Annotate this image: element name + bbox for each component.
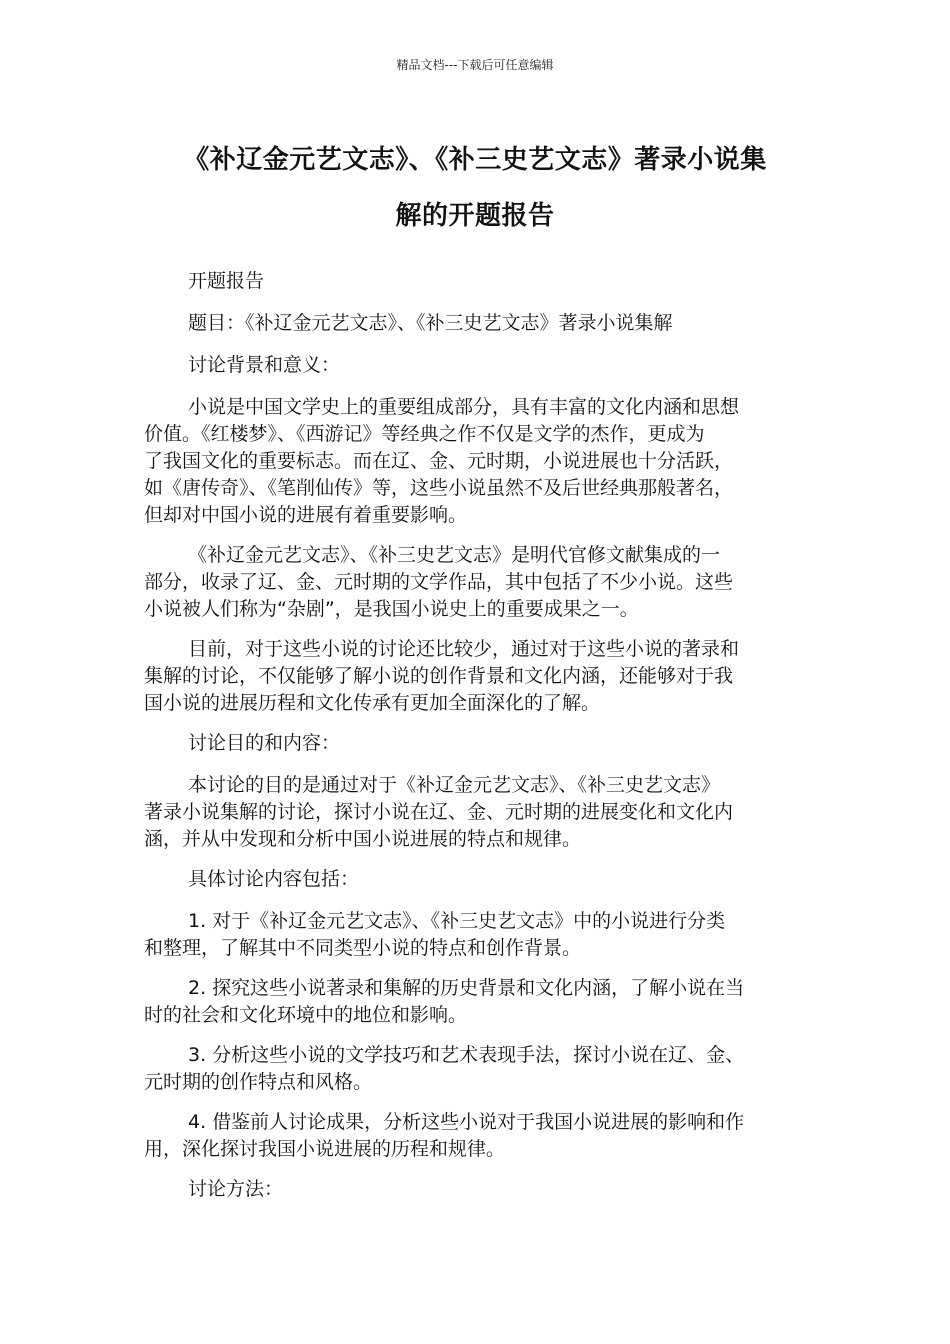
list-item-content-3: 3. 分析这些小说的文学技巧和艺术表现手法，探讨小说在辽、金、 元时期的创作特点和风格。: [144, 1044, 745, 1093]
page-header-note: 精品文档---下载后可任意编辑: [396, 58, 554, 72]
list-item-content-2: 2. 探究这些小说著录和集解的历史背景和文化内涵，了解小说在当 时的社会和文化环境中的地位和影响。: [144, 977, 745, 1026]
section-heading-purpose: 讨论目的和内容：: [188, 732, 341, 754]
paragraph-background-3: 目前，对于这些小说的讨论还比较少，通过对于这些小说的著录和 集解的讨论，不仅能够了解小说的创作背景和文化内涵，还能够对于我 国小说的进展历程和文化传承有更加全面深化的了解。: [144, 638, 740, 714]
section-label-report: 开题报告: [188, 270, 265, 292]
section-heading-method: 讨论方法：: [188, 1178, 284, 1200]
document-title: [120, 132, 830, 244]
paragraph-purpose: 本讨论的目的是通过对于《补辽金元艺文志》、《补三史艺文志》 著录小说集解的讨论，探讨小说在辽、金、元时期的进展变化和文化内 涵，并从中发现和分析中国小说进展的特点和规律。: [144, 774, 734, 850]
document-title-line-1: 《补辽金元艺文志》、《补三史艺文志》著录小说集: [183, 145, 767, 175]
topic-line: 题目：《补辽金元艺文志》、《补三史艺文志》著录小说集解: [188, 312, 673, 334]
list-item-content-1: 1. 对于《补辽金元艺文志》、《补三史艺文志》中的小说进行分类 和整理，了解其中不同类型小说的特点和创作背景。: [144, 910, 726, 959]
paragraph-background-2: 《补辽金元艺文志》、《补三史艺文志》是明代官修文献集成的一 部分，收录了辽、金、元时期的文学作品，其中包括了不少小说。这些 小说被人们称为“杂剧”，是我国小说史上的重要成果之一。: [144, 544, 734, 620]
section-heading-background: 讨论背景和意义：: [188, 354, 341, 376]
paragraph-background-1: 小说是中国文学史上的重要组成部分，具有丰富的文化内涵和思想 价值。《红楼梦》、《西游记》等经典之作不仅是文学的杰作，更成为 了我国文化的重要标志。而在辽、金、元时期，小说进展也十分活跃， 如《唐传奇》、《笔削仙传》等，这些小说虽然不及后世经典那般著名， 但却对中国小说的进展有着重要影响。: [144, 396, 740, 526]
section-heading-contents: 具体讨论内容包括：: [188, 868, 360, 890]
document-title-line-2: 解的开题报告: [395, 201, 555, 231]
document-body: [144, 268, 804, 1218]
list-item-content-4: 4. 借鉴前人讨论成果，分析这些小说对于我国小说进展的影响和作 用，深化探讨我国小说进展的历程和规律。: [144, 1111, 745, 1160]
